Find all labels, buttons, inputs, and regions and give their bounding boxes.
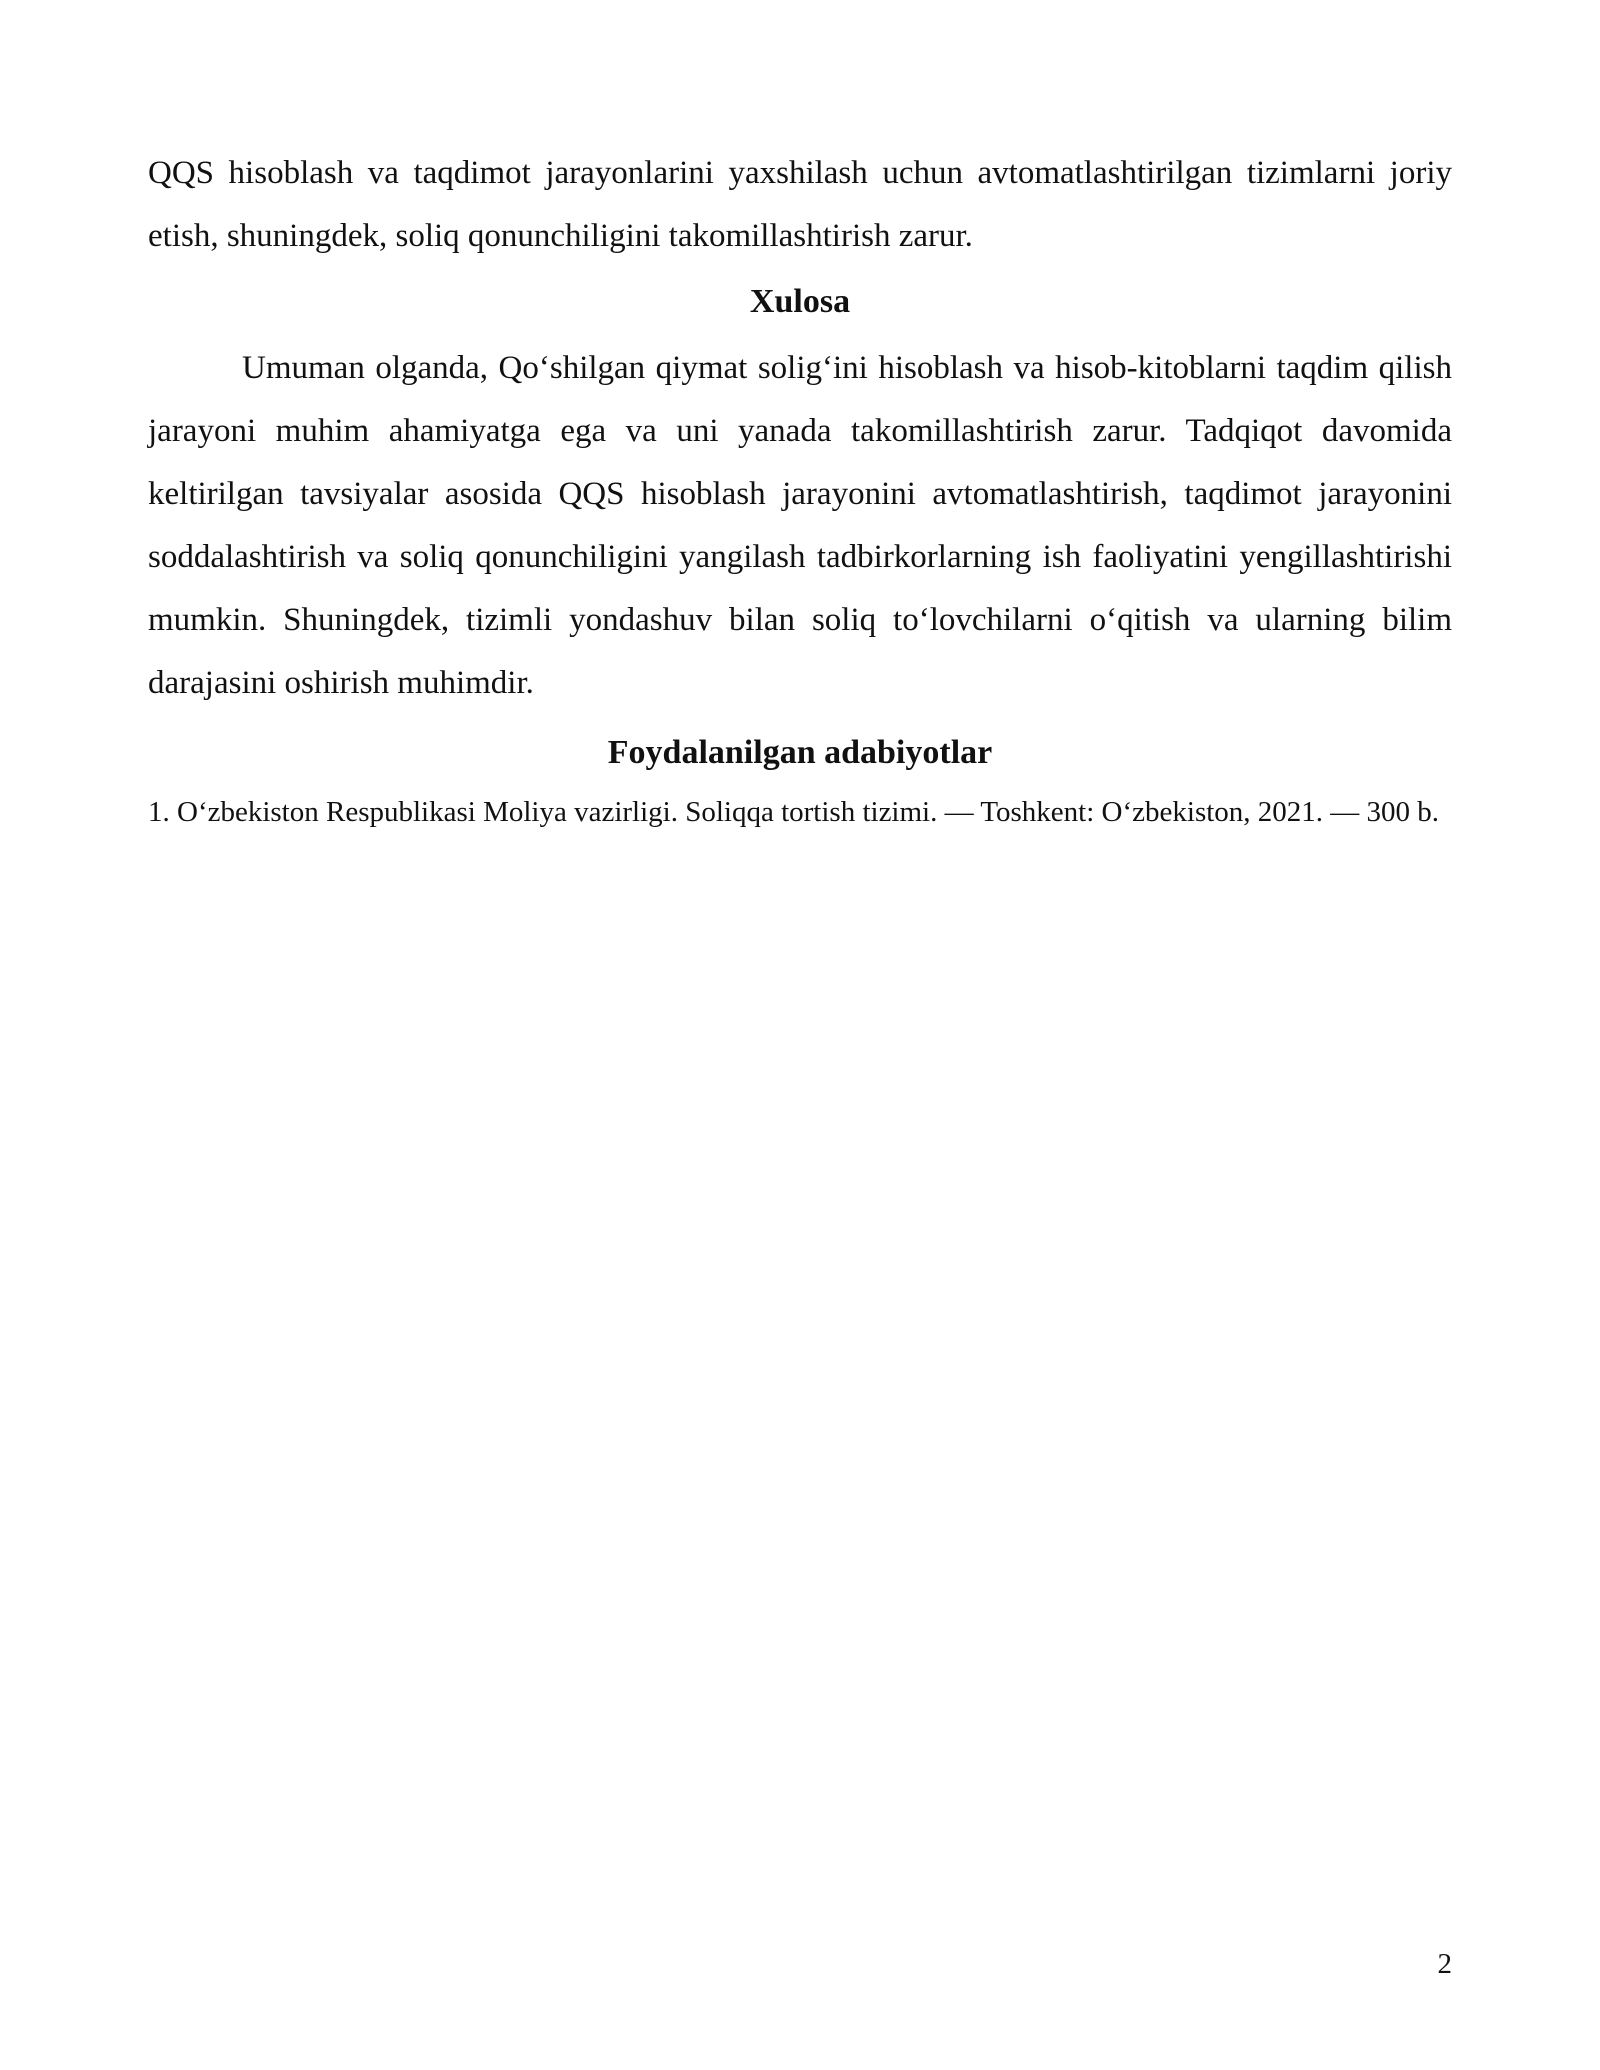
intro-paragraph: QQS hisoblash va taqdimot jarayonlarini yaxshilash uchun avtomatlashtirilgan tizimlarni joriy etish, shuningdek, soliq qonunchiligini takomillashtirish zarur. xyxy=(148,155,1452,254)
conclusion-heading: Xulosa xyxy=(749,283,851,320)
page-number: 2 xyxy=(1437,1948,1452,1980)
references-heading: Foydalanilgan adabiyotlar xyxy=(607,734,993,771)
reference-item: 1. O‘zbekiston Respublikasi Moliya vazirligi. Soliqqa tortish tizimi. — Toshkent: O‘zbekiston, 2021. — 300 b. xyxy=(148,796,1440,828)
references-list xyxy=(148,785,1452,839)
page-content xyxy=(148,142,1452,839)
conclusion-paragraph: Umuman olganda, Qo‘shilgan qiymat solig‘ini hisoblash va hisob-kitoblarni taqdim qilish jarayoni muhim ahamiyatga ega va uni yanada takomillashtirish zarur. Tadqiqot davomida keltirilgan tavsiyalar asosida QQS hisoblash jarayonini avtomatlashtirish, taqdimot jarayonini soddalashtirish va soliq qonunchiligini yangilash tadbirkorlarning ish faoliyatini yengillashtirishi mumkin. Shuningdek, tizimli yondashuv bilan soliq to‘lovchilarni o‘qitish va ularning bilim darajasini oshirish muhimdir. xyxy=(148,350,1452,701)
